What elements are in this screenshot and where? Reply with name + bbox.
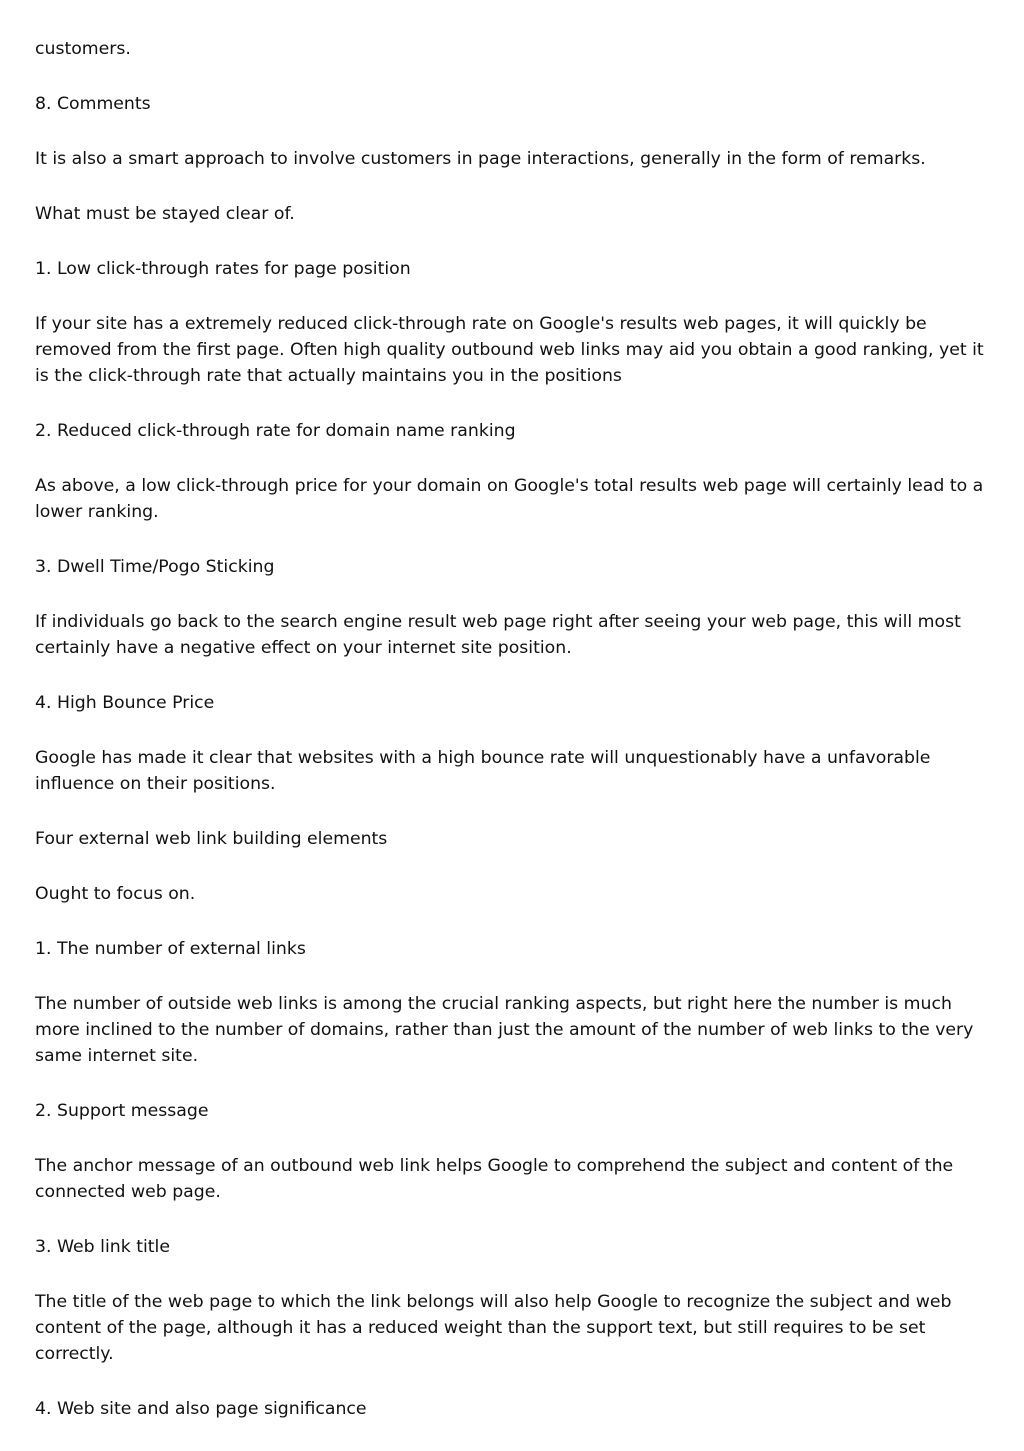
paragraph-comments: It is also a smart approach to involve customers in page interactions, generally in the form of remarks. <box>35 149 926 169</box>
paragraph-focus: Ought to focus on. <box>35 884 196 904</box>
heading-relevance: 4. Web site and also page significance <box>35 1399 367 1419</box>
document-body <box>35 36 995 1451</box>
heading-dwell-time: 3. Dwell Time/Pogo Sticking <box>35 557 275 577</box>
heading-bounce: 4. High Bounce Price <box>35 693 215 713</box>
paragraph-support-message: The anchor message of an outbound web link helps Google to comprehend the subject and content of the connected web page. <box>35 1156 954 1202</box>
heading-external-elements: Four external web link building elements <box>35 829 388 849</box>
paragraph-dwell-time: If individuals go back to the search engine result web page right after seeing your web page, this will most certainly have a negative effect on your internet site position. <box>35 612 961 658</box>
heading-low-ctr-page: 1. Low click-through rates for page position <box>35 259 411 279</box>
heading-link-title: 3. Web link title <box>35 1237 170 1257</box>
heading-number-links: 1. The number of external links <box>35 939 306 959</box>
heading-support-message: 2. Support message <box>35 1101 209 1121</box>
paragraph-customers: customers. <box>35 39 131 59</box>
paragraph-number-links: The number of outside web links is among the crucial ranking aspects, but right here the number is much more inclined to the number of domains, rather than just the amount of the number of web links to the very same internet site. <box>35 994 974 1066</box>
heading-comments: 8. Comments <box>35 94 151 114</box>
heading-low-ctr-domain: 2. Reduced click-through rate for domain name ranking <box>35 421 516 441</box>
paragraph-bounce: Google has made it clear that websites with a high bounce rate will unquestionably have a unfavorable influence on their positions. <box>35 748 931 794</box>
paragraph-link-title: The title of the web page to which the link belongs will also help Google to recognize the subject and web content of the page, although it has a reduced weight than the support text, but still requires to be set correctly. <box>35 1292 952 1364</box>
heading-avoid: What must be stayed clear of. <box>35 204 295 224</box>
paragraph-low-ctr-domain: As above, a low click-through price for your domain on Google's total results web page will certainly lead to a lower ranking. <box>35 476 984 522</box>
paragraph-low-ctr-page: If your site has a extremely reduced click-through rate on Google's results web pages, it will quickly be removed from the first page. Often high quality outbound web links may aid you obtain a good ranking, yet it is the click-through rate that actually maintains you in the positions <box>35 314 984 386</box>
